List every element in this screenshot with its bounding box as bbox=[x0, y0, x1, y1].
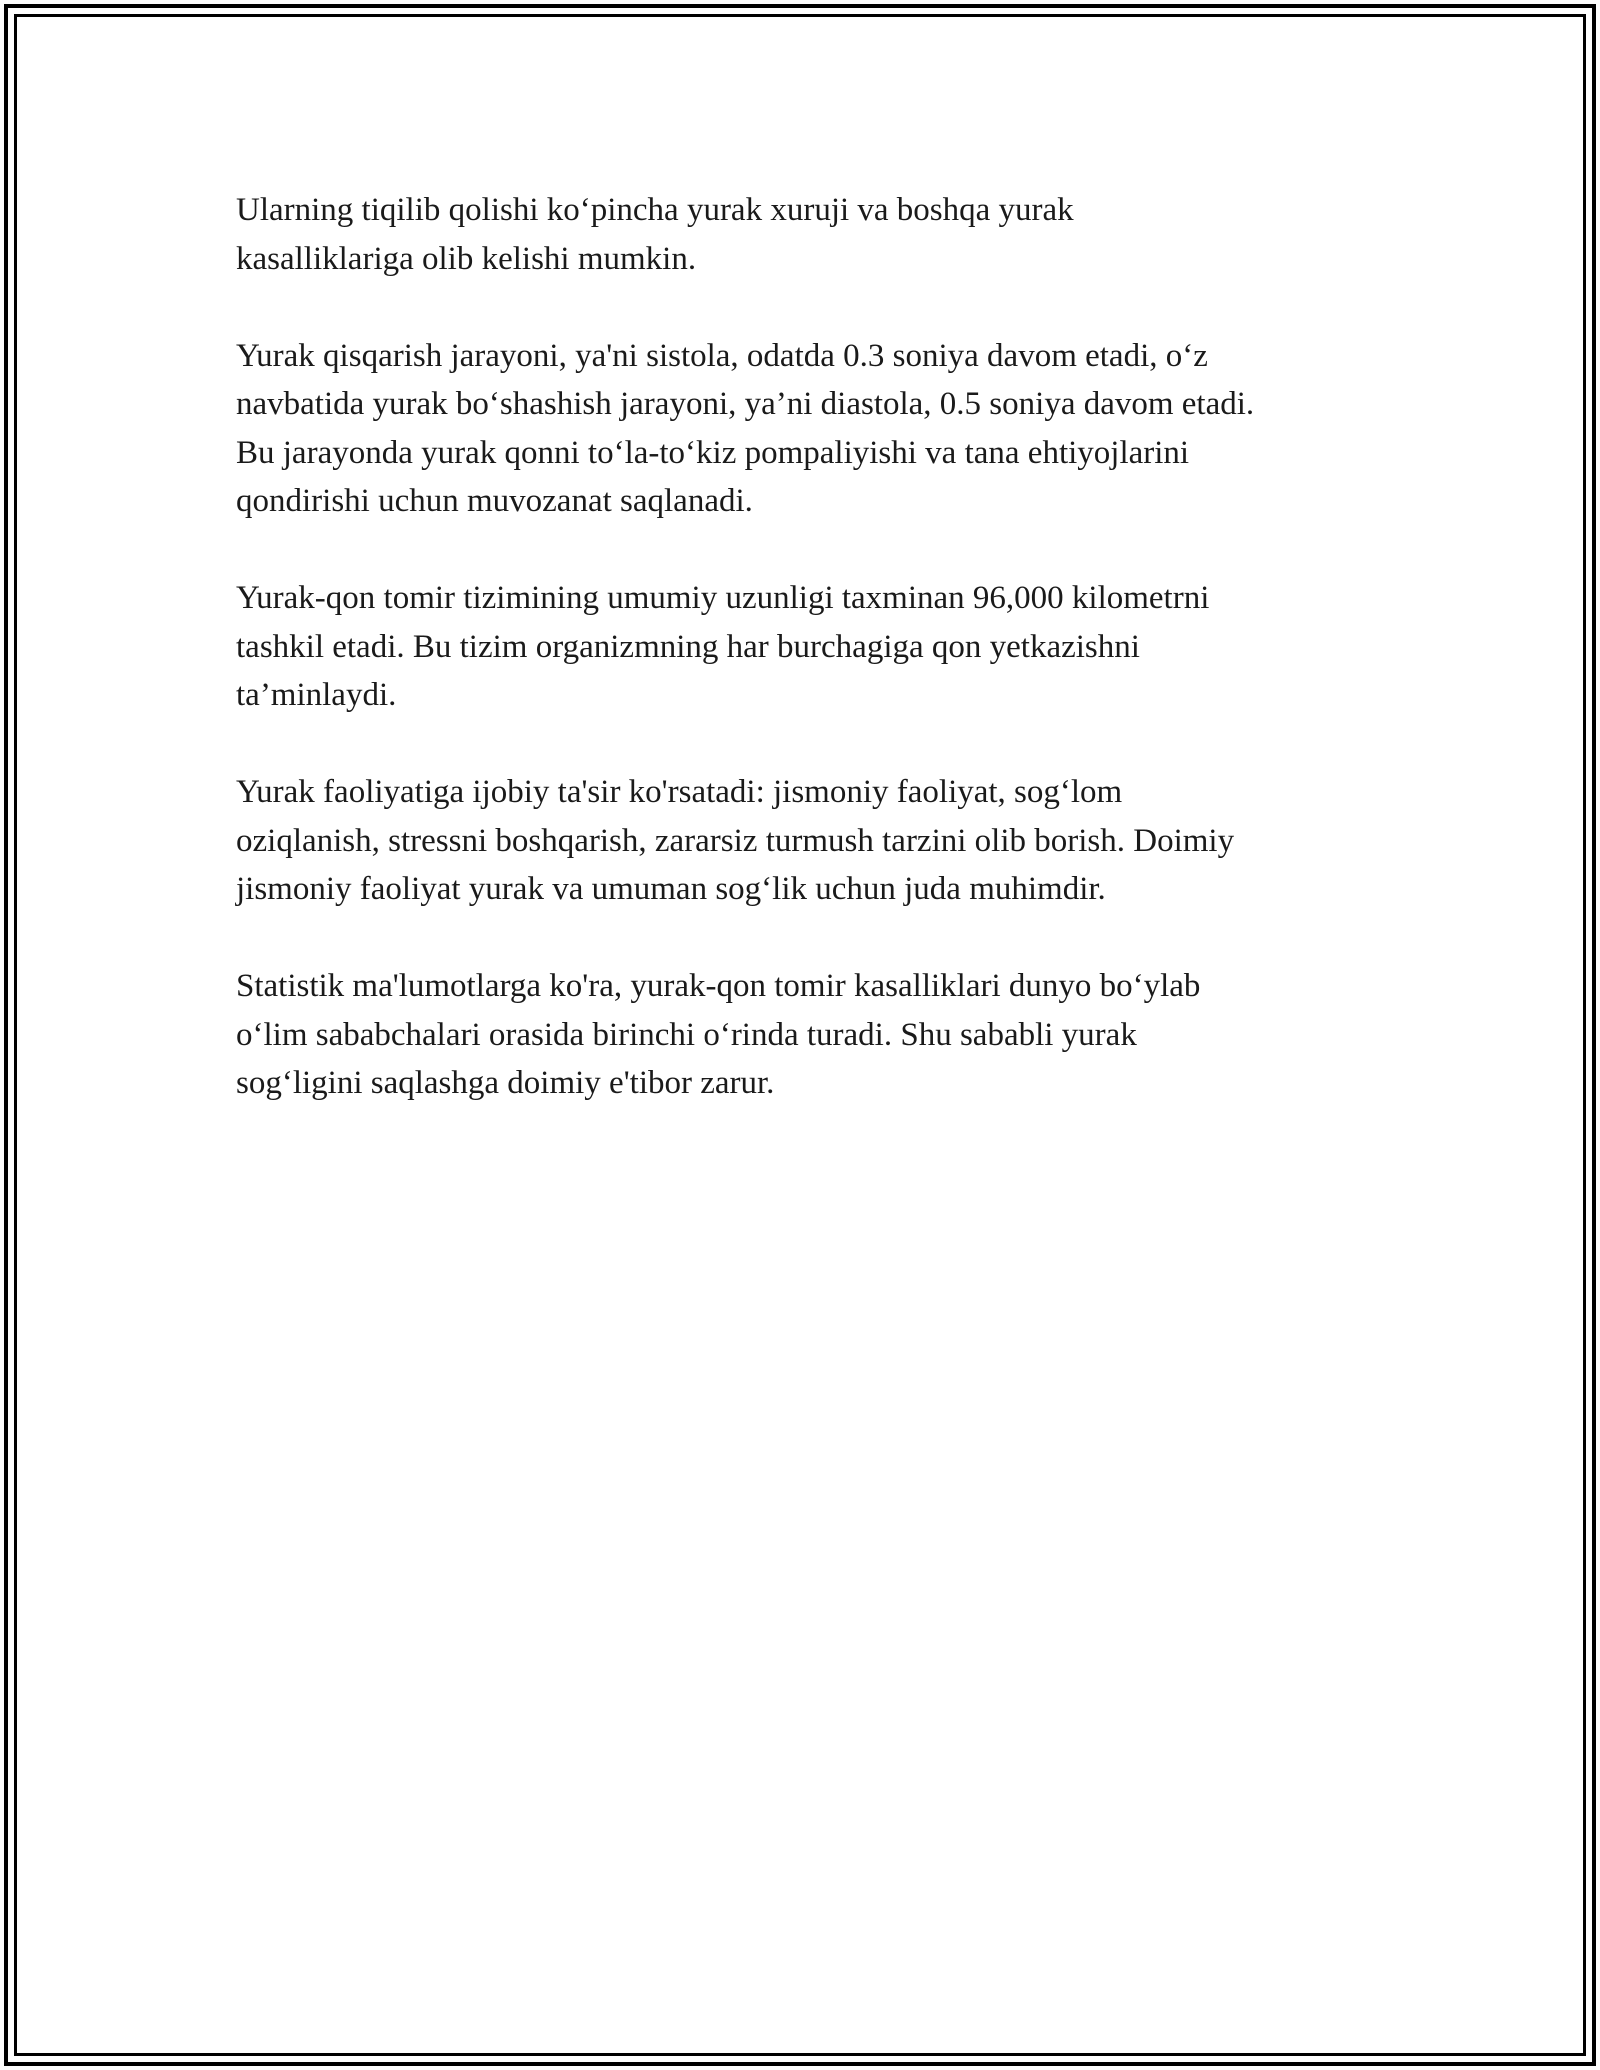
text-line: Ularning tiqilib qolishi ko‘pincha yurak xuruji va boshqa yurak bbox=[236, 192, 1074, 228]
text-line: Bu jarayonda yurak qonni to‘la-to‘kiz pompaliyishi va tana ehtiyojlarini bbox=[236, 434, 1190, 471]
text-line: ta’minlaydi. bbox=[236, 677, 397, 713]
paragraph-3 bbox=[236, 574, 1386, 720]
text-line: Yurak-qon tomir tizimining umumiy uzunligi taxminan 96,000 kilometrni bbox=[236, 580, 1210, 616]
text-line: sog‘ligini saqlashga doimiy e'tibor zarur. bbox=[236, 1065, 775, 1101]
text-line: qondirishi uchun muvozanat saqlanadi. bbox=[236, 483, 753, 519]
paragraph-4 bbox=[236, 768, 1386, 914]
paragraph-5 bbox=[236, 962, 1386, 1108]
paragraph-2 bbox=[236, 332, 1386, 526]
text-line: Yurak qisqarish jarayoni, ya'ni sistola, odatda 0.3 soniya davom etadi, o‘z bbox=[236, 337, 1208, 374]
text-line: navbatida yurak bo‘shashish jarayoni, ya’ni diastola, 0.5 soniya davom etadi. bbox=[236, 386, 1255, 422]
paragraph-1 bbox=[236, 186, 1386, 283]
text-line: oziqlanish, stressni boshqarish, zararsiz turmush tarzini olib borish. Doimiy bbox=[236, 822, 1235, 859]
text-line: Statistik ma'lumotlarga ko'ra, yurak-qon tomir kasalliklari dunyo bo‘ylab bbox=[236, 968, 1201, 1004]
text-line: o‘lim sababchalari orasida birinchi o‘rinda turadi. Shu sababli yurak bbox=[236, 1016, 1137, 1053]
text-line: tashkil etadi. Bu tizim organizmning har burchagiga qon yetkazishni bbox=[236, 628, 1140, 665]
text-line: Yurak faoliyatiga ijobiy ta'sir ko'rsatadi: jismoniy faoliyat, sog‘lom bbox=[236, 774, 1123, 810]
text-line: kasalliklariga olib kelishi mumkin. bbox=[236, 240, 697, 277]
text-line: jismoniy faoliyat yurak va umuman sog‘lik uchun juda muhimdir. bbox=[236, 871, 1106, 907]
document-body bbox=[236, 186, 1386, 1156]
